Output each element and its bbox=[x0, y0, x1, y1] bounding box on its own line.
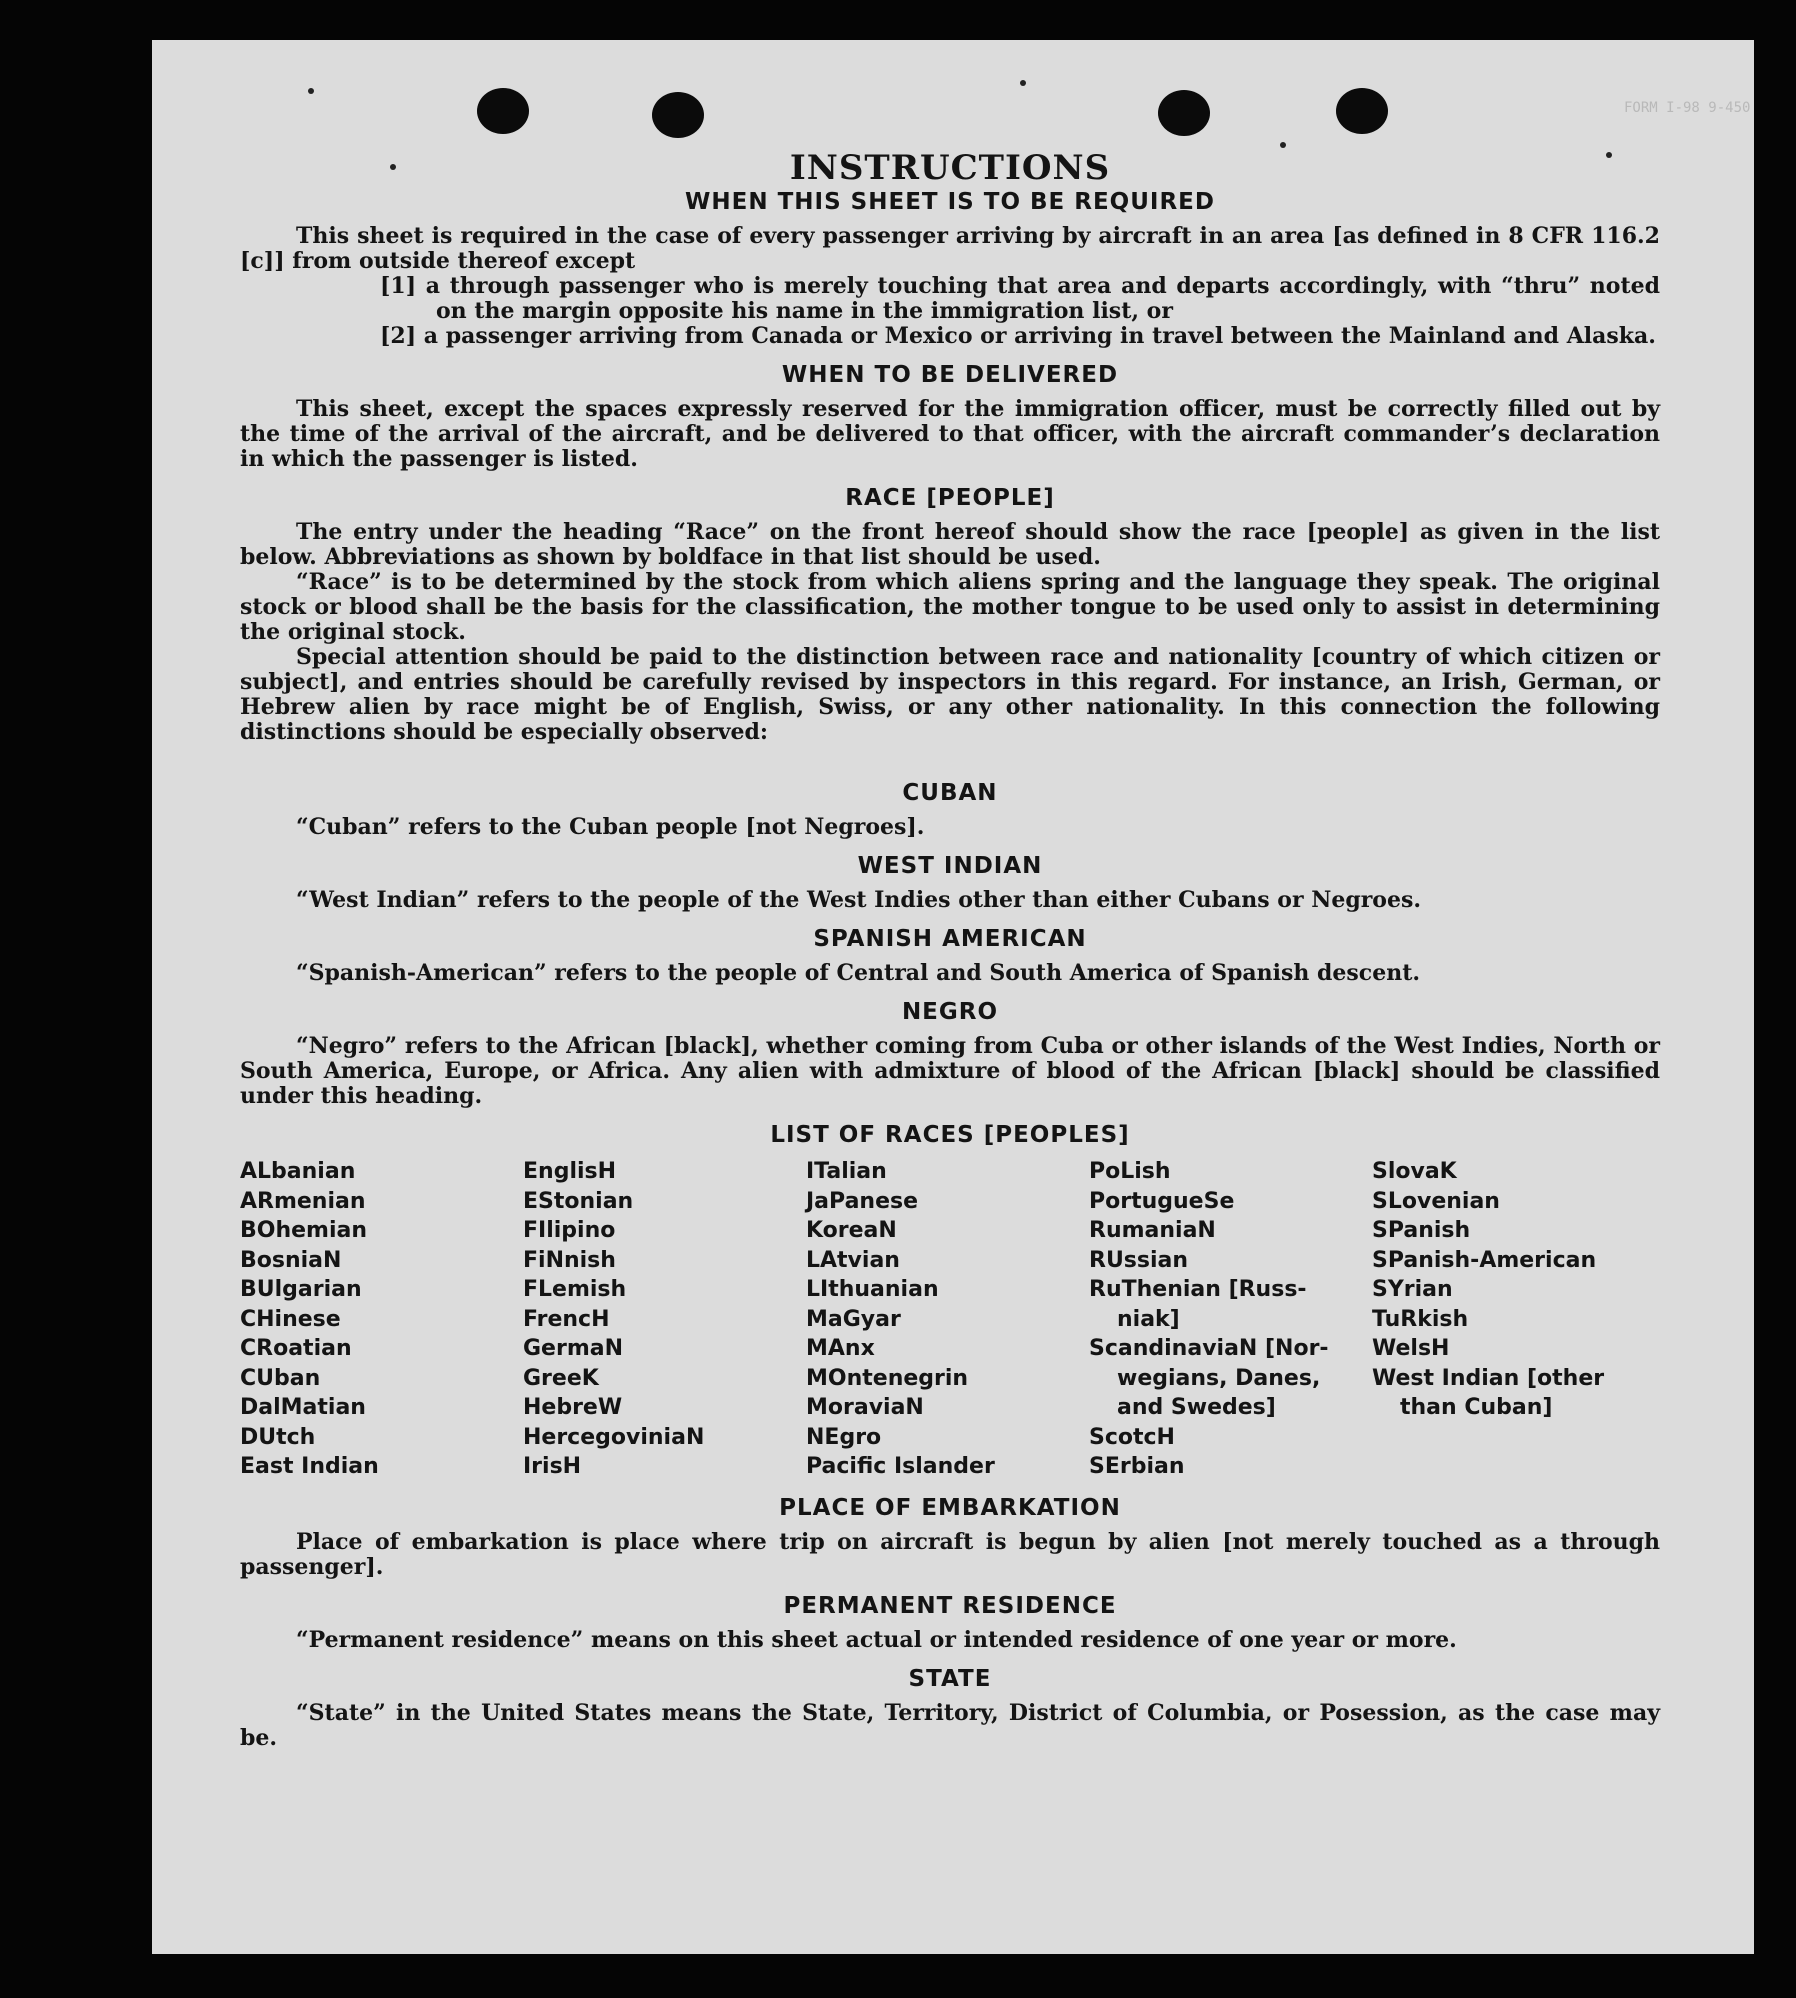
race-item: ScandinaviaN [Nor- bbox=[1089, 1336, 1329, 1361]
race-item: MaGyar bbox=[806, 1306, 901, 1332]
race-item: SPanish-American bbox=[1372, 1247, 1597, 1273]
race-item: NEgro bbox=[806, 1424, 882, 1450]
section-heading-required: WHEN THIS SHEET IS TO BE REQUIRED bbox=[685, 189, 1215, 215]
race-item: WelsH bbox=[1372, 1336, 1450, 1361]
paragraph: This sheet, except the spaces expressly reserved for the immigration officer, must be correctly filled out by the time of the arrival of the aircraft, and be delivered to that officer, with the aircraft commander’s declaration in which the passenger is listed. bbox=[240, 396, 1660, 472]
dust-speck bbox=[1020, 80, 1026, 86]
race-item: RuThenian [Russ- bbox=[1089, 1277, 1307, 1302]
race-item: CHinese bbox=[240, 1306, 341, 1332]
race-item: EStonian bbox=[523, 1188, 634, 1214]
race-item: MoraviaN bbox=[806, 1395, 924, 1420]
race-item: BUlgarian bbox=[240, 1277, 362, 1302]
races-column bbox=[523, 1157, 806, 1482]
race-item: MOntenegrin bbox=[806, 1365, 969, 1391]
race-item: FLemish bbox=[523, 1277, 627, 1302]
races-column bbox=[240, 1157, 523, 1482]
race-item: TuRkish bbox=[1372, 1306, 1469, 1332]
dust-speck bbox=[308, 88, 314, 94]
race-item: GermaN bbox=[523, 1336, 624, 1361]
section-heading-west-indian: WEST INDIAN bbox=[857, 853, 1043, 879]
race-item: ScotcH bbox=[1089, 1424, 1175, 1450]
instructions-content bbox=[240, 148, 1660, 1751]
section-heading-state: STATE bbox=[908, 1665, 992, 1692]
race-item: ARmenian bbox=[240, 1188, 366, 1214]
list-item: [1] a through passenger who is merely touching that area and departs accordingly, with “thru” noted on the margin opposite his name in the immigration list, or bbox=[380, 273, 1660, 324]
race-item: SLovenian bbox=[1372, 1188, 1500, 1214]
race-item: CUban bbox=[240, 1365, 321, 1391]
races-column bbox=[1372, 1157, 1660, 1482]
race-item: LAtvian bbox=[806, 1247, 900, 1273]
punch-hole bbox=[477, 88, 529, 134]
paragraph: “Cuban” refers to the Cuban people [not Negroes]. bbox=[296, 814, 925, 840]
race-item: niak] bbox=[1117, 1306, 1180, 1332]
race-item: ALbanian bbox=[240, 1159, 356, 1184]
race-item: GreeK bbox=[523, 1365, 599, 1391]
section-heading-embarkation: PLACE OF EMBARKATION bbox=[779, 1494, 1121, 1521]
race-item: LIthuanian bbox=[806, 1277, 939, 1302]
section-heading-cuban: CUBAN bbox=[902, 780, 998, 806]
race-item: West Indian [other bbox=[1372, 1365, 1605, 1391]
paragraph: “State” in the United States means the State, Territory, District of Columbia, or Posession, as the case may be. bbox=[240, 1699, 1660, 1751]
race-item: HercegoviniaN bbox=[523, 1424, 705, 1450]
race-item: DalMatian bbox=[240, 1395, 366, 1420]
race-item: Pacific Islander bbox=[806, 1454, 995, 1479]
race-item: RumaniaN bbox=[1089, 1218, 1216, 1243]
document-sheet bbox=[152, 40, 1754, 1954]
race-item: MAnx bbox=[806, 1336, 875, 1361]
race-item: CRoatian bbox=[240, 1336, 352, 1361]
race-item: DUtch bbox=[240, 1424, 316, 1450]
races-column bbox=[806, 1157, 1089, 1482]
race-item: HebreW bbox=[523, 1395, 623, 1420]
race-item: EnglisH bbox=[523, 1159, 617, 1184]
race-item: SYrian bbox=[1372, 1277, 1453, 1302]
races-list bbox=[240, 1157, 1660, 1482]
paragraph: The entry under the heading “Race” on the front hereof should show the race [people] as given in the list below. Abbreviations as shown by boldface in that list should be used. bbox=[240, 519, 1660, 570]
punch-hole bbox=[1336, 88, 1388, 134]
race-item: wegians, Danes, bbox=[1117, 1365, 1321, 1391]
section-heading-negro: NEGRO bbox=[901, 999, 999, 1025]
paragraph: This sheet is required in the case of every passenger arriving by aircraft in an area [as defined in 8 CFR 116.2 [c]] from outside thereof except bbox=[240, 223, 1660, 274]
race-item: RUssian bbox=[1089, 1247, 1189, 1273]
paragraph: “Spanish-American” refers to the people of Central and South America of Spanish descent. bbox=[296, 960, 1421, 986]
form-number: FORM I-98 9-450 bbox=[1624, 100, 1751, 116]
page-title: INSTRUCTIONS bbox=[789, 148, 1111, 188]
section-heading-race: RACE [PEOPLE] bbox=[845, 485, 1055, 511]
race-item: than Cuban] bbox=[1400, 1395, 1553, 1420]
section-heading-delivered: WHEN TO BE DELIVERED bbox=[781, 362, 1119, 388]
races-column bbox=[1089, 1157, 1372, 1482]
race-item: and Swedes] bbox=[1117, 1395, 1276, 1420]
race-item: PoLish bbox=[1089, 1159, 1171, 1184]
race-item: IrisH bbox=[523, 1454, 582, 1479]
race-item: FIlipino bbox=[523, 1218, 616, 1243]
paragraph: “Permanent residence” means on this sheet actual or intended residence of one year or more. bbox=[296, 1626, 1457, 1653]
section-heading-spanish-american: SPANISH AMERICAN bbox=[813, 926, 1087, 952]
paragraph: “Race” is to be determined by the stock from which aliens spring and the language they speak. The original stock or blood shall be the basis for the classification, the mother tongue to be used only to assist in determining the original stock. bbox=[240, 569, 1660, 645]
section-heading-permanent-residence: PERMANENT RESIDENCE bbox=[783, 1592, 1117, 1619]
race-item: SErbian bbox=[1089, 1454, 1185, 1479]
race-item: BosniaN bbox=[240, 1247, 342, 1273]
race-item: ITalian bbox=[806, 1159, 887, 1184]
race-item: FrencH bbox=[523, 1306, 610, 1332]
punch-hole bbox=[1158, 90, 1210, 136]
paragraph: “Negro” refers to the African [black], whether coming from Cuba or other islands of the West Indies, North or South America, Europe, or Africa. Any alien with admixture of blood of the African [black] should be classified under this heading. bbox=[240, 1033, 1660, 1109]
paragraph: “West Indian” refers to the people of the West Indies other than either Cubans or Negroes. bbox=[296, 887, 1422, 913]
race-item: BOhemian bbox=[240, 1218, 368, 1243]
paragraph: Special attention should be paid to the distinction between race and nationality [country of which citizen or subject], and entries should be carefully revised by inspectors in this regard. For instance, an Irish, German, or Hebrew alien by race might be of English, Swiss, or any other nationality. In this connection the following distinctions should be especially observed: bbox=[240, 644, 1660, 745]
race-item: SPanish bbox=[1372, 1218, 1471, 1243]
list-item: [2] a passenger arriving from Canada or Mexico or arriving in travel between the Mainland and Alaska. bbox=[380, 323, 1656, 349]
race-item: KoreaN bbox=[806, 1218, 897, 1243]
punch-hole bbox=[652, 92, 704, 138]
race-item: PortugueSe bbox=[1089, 1188, 1235, 1214]
race-item: FiNnish bbox=[523, 1247, 616, 1273]
race-item: East Indian bbox=[240, 1454, 379, 1479]
race-item: SlovaK bbox=[1372, 1159, 1457, 1184]
race-item: JaPanese bbox=[806, 1188, 919, 1214]
section-heading-races-list: LIST OF RACES [PEOPLES] bbox=[770, 1122, 1130, 1148]
paragraph: Place of embarkation is place where trip on aircraft is begun by alien [not merely touched as a through passenger]. bbox=[240, 1528, 1660, 1580]
